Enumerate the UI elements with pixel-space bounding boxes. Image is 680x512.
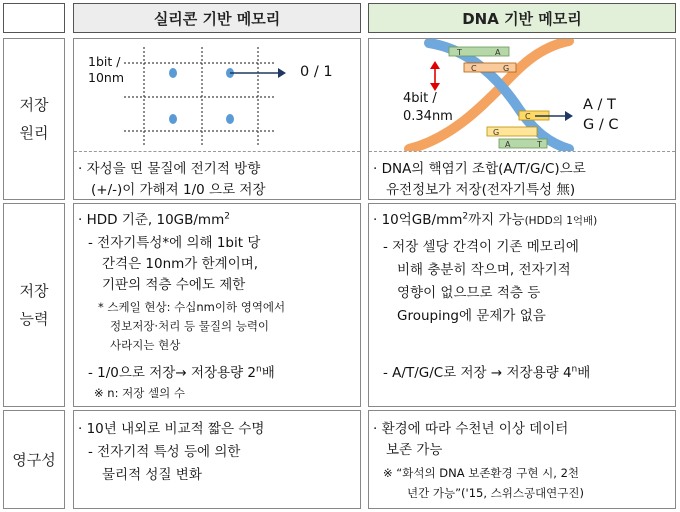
dna-capacity-line1	[373, 208, 597, 228]
silicon-permanence-sub1-l2: 물리적 성질 변화	[102, 467, 202, 483]
base-label: G	[493, 128, 500, 137]
silicon-capacity-note-l1: * 스케일 현상: 수십nm이하 영역에서	[98, 300, 286, 314]
silicon-bit-label-1: 1bit /	[88, 54, 121, 69]
silicon-header-label: 실리콘 기반 메모리	[153, 9, 281, 28]
base-label: C	[471, 64, 477, 73]
silicon-principle-line2: (+/-)이 가해져 1/0 으로 저장	[91, 182, 266, 198]
superscript: 2	[224, 211, 230, 222]
silicon-capacity-note2: ※ n: 저장 셀의 수	[94, 386, 185, 400]
silicon-principle-cell	[73, 38, 361, 200]
silicon-capacity-sub2-tail: 배	[261, 365, 275, 381]
silicon-capacity-line1-text: · HDD 기준, 10GB/mm	[78, 212, 225, 228]
row-label-capacity-text: 저장 능력	[19, 282, 49, 328]
row-label-capacity	[3, 203, 65, 407]
silicon-permanence-sub1-l1: - 전자기적 특성 등에 의한	[88, 444, 241, 460]
silicon-capacity-sub1-l1: - 전자기특성*에 의해 1bit 당	[88, 235, 261, 251]
spacing-arrow-head-up	[430, 61, 440, 69]
dna-principle-line1: · DNA의 핵염기 조합(A/T/G/C)으로	[373, 161, 586, 177]
row-label-principle	[3, 38, 65, 200]
silicon-permanence-line1: · 10년 내외로 비교적 짧은 수명	[78, 421, 265, 437]
base-label: T	[457, 48, 462, 57]
dna-capacity-sub1-l3: 영향이 없으므로 적층 등	[397, 285, 541, 301]
dna-permanence-cell	[368, 410, 676, 509]
base-label: G	[503, 64, 510, 73]
row-label-principle-text: 저장 원리	[19, 96, 49, 142]
silicon-capacity-sub1-l2: 간격은 10nm가 한계이며,	[102, 256, 259, 272]
dna-capacity-line1-small: (HDD의 1억배)	[524, 215, 598, 227]
silicon-capacity-sub2	[88, 361, 275, 381]
base-label: A	[505, 140, 511, 149]
dna-permanence-line1b: 보존 가능	[386, 442, 443, 458]
dna-bit-label-1: 4bit /	[403, 91, 437, 106]
silicon-capacity-cell	[73, 203, 361, 407]
dna-capacity-line1-tail: 까지 가능	[468, 212, 525, 228]
base-label: A	[495, 48, 501, 57]
dna-header	[368, 3, 676, 33]
silicon-capacity-line1	[78, 208, 230, 228]
dna-capacity-line1-text: · 10억GB/mm	[373, 212, 463, 228]
dna-principle-cell	[368, 38, 676, 200]
superscript: n	[256, 364, 262, 375]
dna-capacity-sub2-tail: 배	[577, 365, 591, 381]
dna-permanence-line1: · 환경에 따라 수천년 이상 데이터	[373, 421, 569, 437]
dna-capacity-sub2-text: - A/T/G/C로 저장 → 저장용량 4	[383, 365, 572, 381]
base-label: T	[537, 140, 542, 149]
dna-bit-label-2: 0.34nm	[403, 109, 453, 124]
silicon-capacity-sub1-l3: 기판의 적층 수에도 제한	[102, 277, 246, 293]
divider	[74, 151, 360, 152]
dna-principle-line2: 유전정보가 저장(전자기특성 無)	[386, 182, 576, 198]
superscript: 2	[462, 211, 469, 222]
dna-capacity-sub2	[383, 361, 590, 381]
dna-capacity-sub1-l2: 비해 충분히 작으며, 전자기적	[397, 262, 571, 278]
output-arrow-head	[565, 111, 573, 121]
output-arrow-head	[278, 68, 286, 78]
dna-permanence-note-l2: 년간 가능”('15, 스위스공대연구진)	[407, 486, 584, 500]
dna-output-label-2: G / C	[583, 117, 619, 133]
silicon-permanence-cell	[73, 410, 361, 509]
bit-dot	[169, 68, 177, 78]
silicon-capacity-sub2-text: - 1/0으로 저장→ 저장용량 2	[88, 365, 256, 381]
dna-permanence-note-l1: ※ “화석의 DNA 보존환경 구현 시, 2천	[383, 466, 580, 480]
spacing-arrow-head-down	[430, 83, 440, 91]
dna-capacity-sub1-l1: - 저장 셀당 간격이 기존 메모리에	[383, 239, 579, 255]
base-label: C	[525, 112, 531, 121]
silicon-principle-line1: · 자성을 띤 물질에 전기적 방향	[78, 161, 261, 177]
silicon-capacity-note-l3: 사라지는 현상	[110, 338, 181, 352]
silicon-output-label: 0 / 1	[300, 64, 333, 80]
dna-header-label: DNA 기반 메모리	[462, 9, 582, 28]
bit-dot	[226, 114, 234, 124]
row-label-permanence-text: 영구성	[12, 450, 56, 469]
silicon-capacity-note-l2: 정보저장·처리 등 물질의 능력이	[110, 319, 270, 333]
bit-dot	[169, 114, 177, 124]
superscript: n	[571, 364, 578, 375]
corner-cell	[3, 3, 65, 33]
divider	[369, 151, 675, 152]
silicon-header	[73, 3, 361, 33]
dna-capacity-cell	[368, 203, 676, 407]
dna-capacity-sub1-l4: Grouping에 문제가 없음	[397, 308, 546, 324]
row-label-permanence	[3, 410, 65, 509]
dna-output-label-1: A / T	[583, 97, 616, 113]
silicon-bit-label-2: 10nm	[88, 70, 125, 85]
